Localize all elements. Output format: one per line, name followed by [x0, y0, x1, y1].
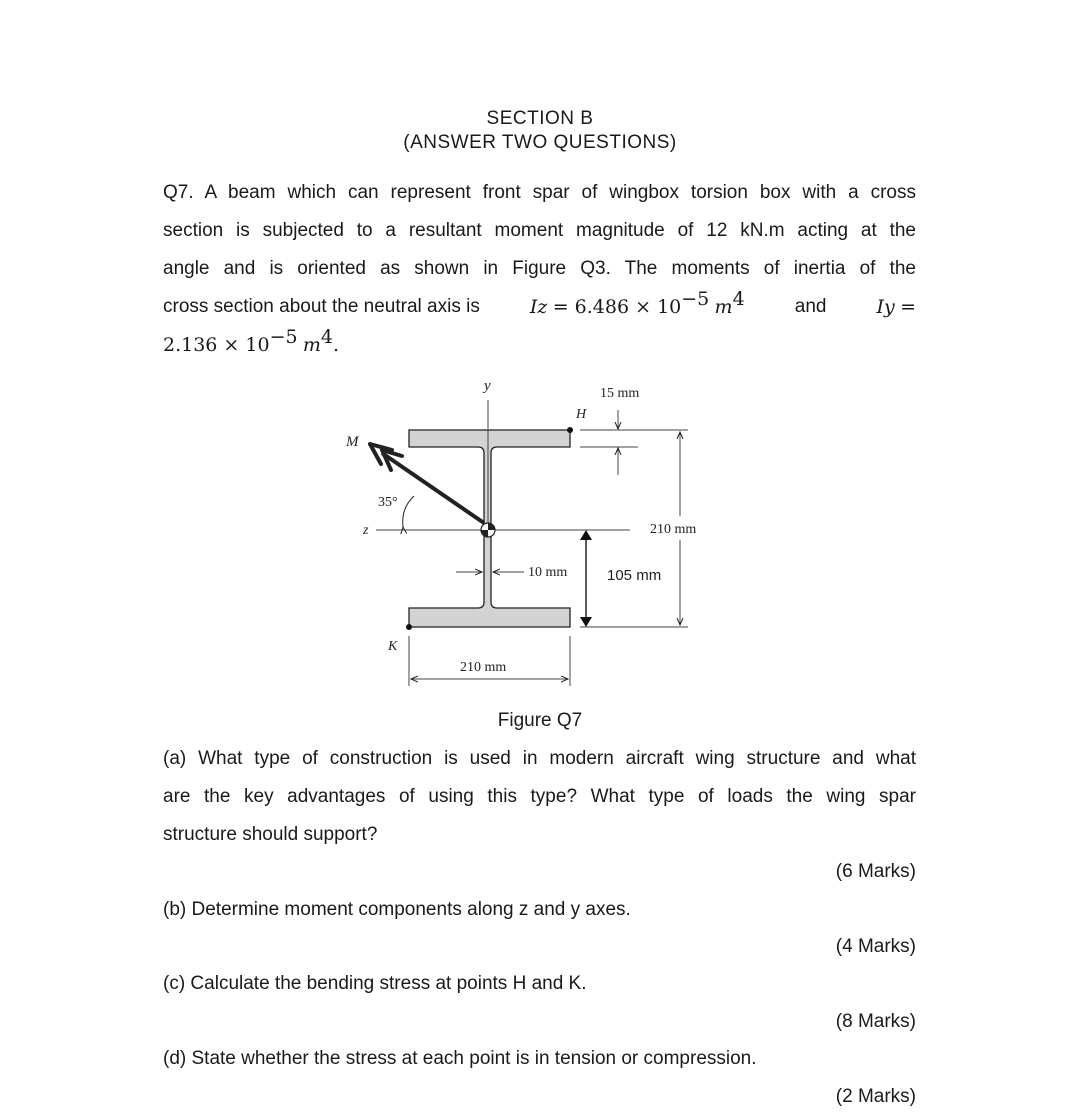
part-d-text: (d) State whether the stress at each point is in tension or compression.	[163, 1048, 757, 1069]
moment-arrowhead	[370, 444, 402, 470]
figure-q7	[0, 370, 1080, 700]
question-line-1: Q7. A beam which can represent front spar of wingbox torsion box with a cross	[163, 182, 916, 203]
z-axis-label: z	[363, 523, 369, 538]
part-b-marks: (4 Marks)	[835, 936, 916, 957]
height-label: 210 mm	[650, 522, 697, 537]
part-a-line-3: structure should support?	[163, 824, 378, 845]
angle-label: 35°	[378, 495, 398, 510]
flange-thickness-label: 15 mm	[600, 386, 640, 401]
moment-label: M	[346, 434, 359, 450]
y-axis-label: y	[484, 378, 491, 394]
iz-expression: $Iz = 6.486 \times 10^{-5}$ $m^4$	[529, 288, 745, 318]
part-b-text: (b) Determine moment components along z and y axes.	[163, 899, 631, 920]
web-thickness-label: 10 mm	[528, 565, 568, 580]
part-c-text: (c) Calculate the bending stress at points H and K.	[163, 973, 587, 994]
section-title: SECTION B	[486, 108, 594, 129]
point-h-dot	[567, 427, 573, 433]
moment-vector	[382, 453, 484, 523]
point-k-dot	[406, 624, 412, 630]
question-line-2: section is subjected to a resultant moment magnitude of 12 kN.m acting at the	[163, 220, 916, 241]
angle-arc	[403, 496, 414, 527]
question-line-5: $2.136 \times 10^{-5}$ $m^4$.	[163, 326, 340, 356]
question-number: Q7.	[163, 182, 194, 203]
part-a-marks: (6 Marks)	[835, 861, 916, 882]
section-subtitle: (ANSWER TWO QUESTIONS)	[403, 132, 677, 153]
figure-caption: Figure Q7	[497, 710, 583, 731]
part-d-marks: (2 Marks)	[835, 1086, 916, 1107]
half-height-label: 105 mm	[607, 567, 662, 584]
question-line-3: angle and is oriented as shown in Figure Q3. The moments of inertia of the	[163, 258, 916, 279]
part-c-marks: (8 Marks)	[835, 1011, 916, 1032]
part-a-line-2: are the key advantages of using this type? What type of loads the wing spar	[163, 786, 916, 807]
point-h-label: H	[576, 407, 587, 422]
iy-expression: Iy =	[876, 296, 916, 318]
point-k-label: K	[388, 639, 398, 654]
width-label: 210 mm	[460, 660, 507, 675]
question-line-4: cross section about the neutral axis is $Iz = 6.486 \times 10^{-5}$ $m^4$ and Iy =	[163, 288, 916, 318]
part-a-line-1: (a) What type of construction is used in modern aircraft wing structure and what	[163, 748, 916, 769]
